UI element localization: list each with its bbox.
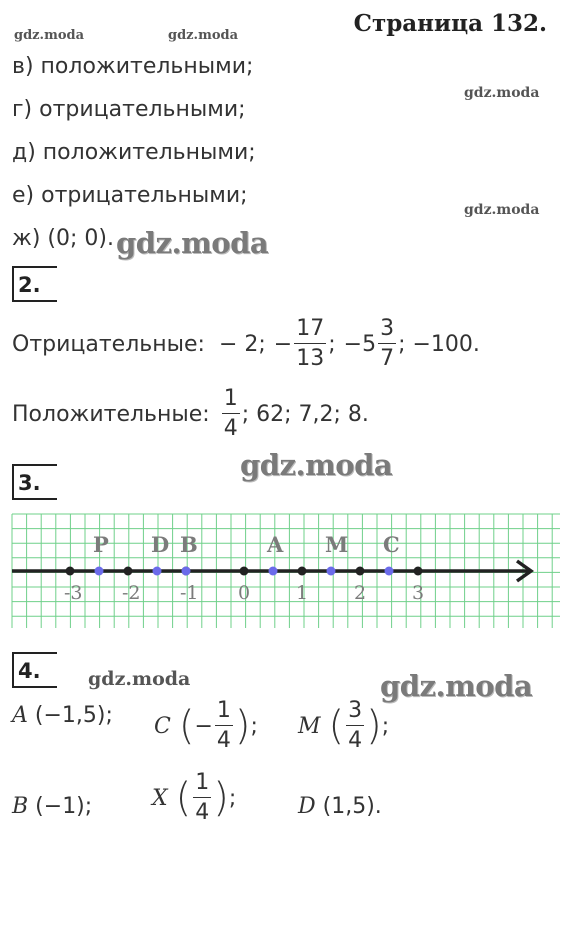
watermark-large: gdz.moda: [116, 226, 269, 260]
coord-value: (−1);: [35, 794, 93, 819]
answer-line: ж) (0; 0).: [12, 226, 114, 251]
point-label: M: [325, 532, 349, 557]
paren-close: ): [213, 775, 229, 821]
fraction-numerator: 1: [215, 700, 233, 726]
watermark-small: gdz.moda: [14, 28, 85, 43]
tick-label: -3: [64, 582, 83, 604]
fraction-denominator: 4: [348, 728, 363, 753]
neg-tail: ; −100.: [398, 331, 480, 357]
task-number: 2.: [12, 266, 57, 302]
answer-line: е) отрицательными;: [12, 183, 248, 208]
point-letter: A: [12, 703, 28, 728]
coord-minus: −: [194, 713, 213, 739]
paren-close: ): [366, 703, 382, 749]
point-letter: B: [12, 794, 29, 819]
watermark-small: gdz.moda: [168, 28, 239, 43]
answer-line: г) отрицательными;: [12, 97, 246, 122]
coord-X: [152, 772, 236, 824]
point-label: B: [180, 532, 198, 557]
point-label: C: [383, 532, 400, 557]
watermark-small: gdz.moda: [88, 668, 191, 690]
fraction-numerator: 1: [193, 772, 211, 798]
point-label: P: [93, 532, 109, 557]
paren-open: (: [175, 775, 192, 821]
tick-dot: [298, 567, 307, 576]
coord-C: [154, 700, 258, 752]
tick-label: -2: [122, 582, 141, 604]
watermark-small: gdz.moda: [464, 202, 540, 218]
paren-close: ): [234, 703, 251, 749]
separator: ;: [328, 331, 336, 357]
fraction-numerator: 1: [222, 388, 240, 414]
point-letter: M: [298, 713, 321, 739]
paren-open: (: [328, 703, 345, 749]
tick-label: -1: [180, 582, 199, 604]
tick-dot: [124, 567, 133, 576]
positives-label: Положительные:: [12, 401, 210, 427]
negatives-label: Отрицательные:: [12, 331, 205, 357]
fraction: [193, 772, 211, 824]
task-number: 4.: [12, 652, 57, 688]
tick-dot: [356, 567, 365, 576]
point-label: A: [267, 532, 284, 557]
coord-tail: ;: [250, 713, 258, 739]
fraction-denominator: 4: [216, 728, 231, 753]
pos-tail: ; 62; 7,2; 8.: [241, 401, 369, 427]
task-number: 3.: [12, 464, 57, 500]
coord-A: [12, 703, 113, 728]
fraction: [346, 700, 364, 752]
point-dot: [385, 567, 394, 576]
neg-minus: −: [273, 331, 293, 357]
coord-M: [298, 700, 389, 752]
point-dot: [182, 567, 191, 576]
fraction-denominator: 4: [195, 800, 210, 825]
point-dot: [327, 567, 336, 576]
coord-tail: ;: [381, 713, 390, 739]
point-letter: X: [152, 785, 168, 811]
fraction-numerator: 3: [346, 700, 364, 726]
coord-value: (1,5).: [322, 794, 382, 819]
fraction-numerator: 17: [294, 318, 326, 344]
fraction-denominator: 4: [223, 416, 238, 441]
paren-open: (: [178, 703, 195, 749]
tick-dot: [66, 567, 75, 576]
fraction-denominator: 13: [296, 346, 325, 371]
coord-B: [12, 794, 92, 819]
point-letter: D: [298, 794, 316, 819]
watermark-large: gdz.moda: [380, 669, 533, 703]
tick-label: 2: [354, 582, 367, 604]
point-dot: [269, 567, 278, 576]
tick-dot: [414, 567, 423, 576]
page-title: Страница 132.: [353, 10, 547, 37]
answer-line: д) положительными;: [12, 140, 256, 165]
point-dot: [95, 567, 104, 576]
fraction: [215, 700, 233, 752]
answer-line: в) положительными;: [12, 54, 254, 79]
coord-value: (−1,5);: [34, 703, 113, 728]
watermark-small: gdz.moda: [464, 85, 540, 101]
tick-label: 0: [238, 582, 251, 604]
tick-label: 3: [412, 582, 425, 604]
coord-D: [298, 794, 382, 819]
fraction-denominator: 7: [380, 346, 395, 371]
coord-tail: ;: [228, 785, 237, 811]
point-dot: [153, 567, 162, 576]
fraction-numerator: 3: [378, 318, 396, 344]
mixed-whole: −5: [343, 331, 377, 357]
neg-value: − 2;: [218, 331, 266, 357]
tick-label: 1: [296, 582, 309, 604]
tick-dot: [240, 567, 249, 576]
point-letter: C: [154, 713, 171, 739]
point-label: D: [151, 532, 170, 557]
watermark-large: gdz.moda: [240, 448, 393, 482]
